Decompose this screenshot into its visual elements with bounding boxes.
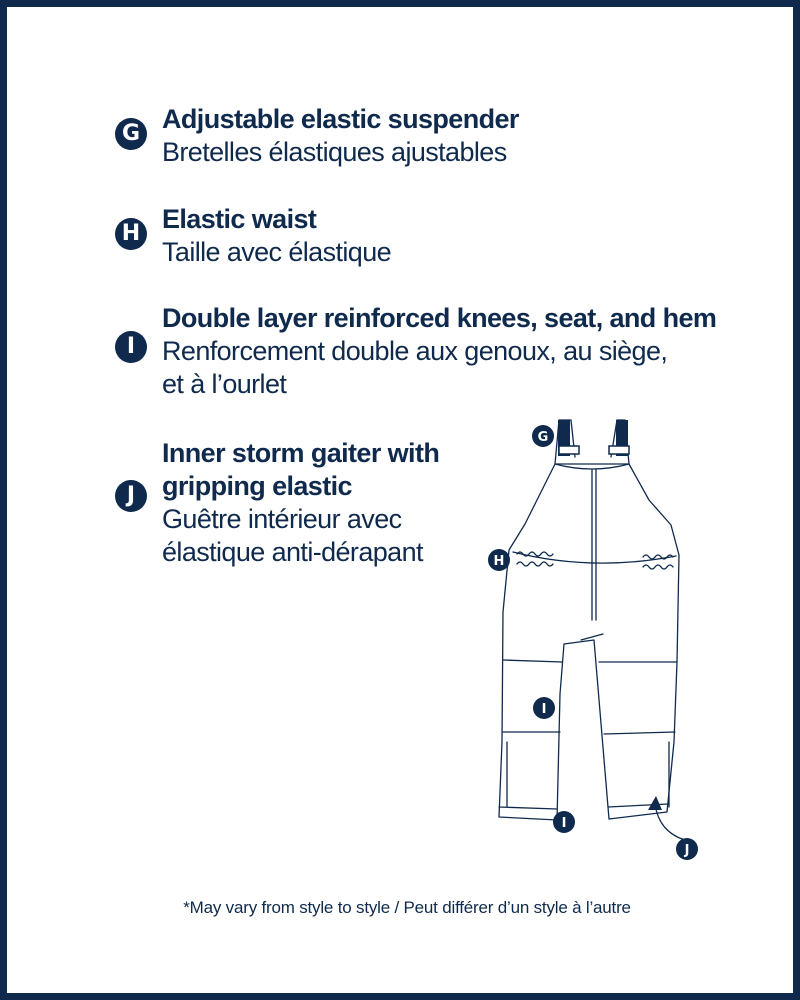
feature-text: [162, 437, 439, 569]
callout-i-hem: [553, 811, 575, 833]
callout-j-label: J: [684, 843, 690, 858]
callout-i-knee: [533, 697, 555, 719]
feature-text: [162, 203, 391, 269]
callout-i-knee-label: I: [541, 702, 547, 717]
feature-title-en: Double layer reinforced knees, seat, and hem: [162, 303, 717, 333]
feature-text: [162, 302, 716, 401]
callout-g: [532, 425, 554, 447]
feature-title-en-line-2: gripping elastic: [162, 471, 352, 501]
feature-title-fr-line-2: et à l’ourlet: [162, 369, 287, 399]
feature-title-fr-line-1: Renforcement double aux genoux, au siège,: [162, 336, 668, 366]
snow-pants-diagram: [477, 412, 737, 872]
feature-text: [162, 103, 519, 169]
footnote: *May vary from style to style / Peut différer d’un style à l’autre: [183, 898, 631, 917]
feature-title-en: Elastic waist: [162, 204, 317, 234]
callout-h-label: H: [493, 554, 505, 569]
badge-g: G: [115, 118, 147, 150]
feature-title-fr-line-1: Guêtre intérieur avec: [162, 504, 402, 534]
badge-h: H: [115, 218, 147, 250]
feature-title-fr: Taille avec élastique: [162, 237, 392, 267]
bib-top: [555, 464, 629, 469]
feature-title-fr-line-2: élastique anti-dérapant: [162, 537, 423, 567]
knee-seam-upper: [503, 660, 677, 662]
callout-j: [676, 838, 698, 860]
hem-seam: [499, 804, 668, 809]
waist-seam: [513, 552, 676, 563]
feature-title-fr: Bretelles élastiques ajustables: [162, 137, 507, 167]
callout-g-label: G: [537, 430, 549, 445]
feature-title-en-line-1: Inner storm gaiter with: [162, 438, 440, 468]
badge-j: J: [115, 480, 147, 512]
feature-title-en: Adjustable elastic suspender: [162, 104, 519, 134]
callout-h: [488, 549, 510, 571]
callout-i-hem-label: I: [561, 816, 567, 831]
badge-i: I: [115, 331, 147, 363]
knee-seam-lower: [502, 732, 675, 734]
pants-outline: [499, 464, 679, 820]
